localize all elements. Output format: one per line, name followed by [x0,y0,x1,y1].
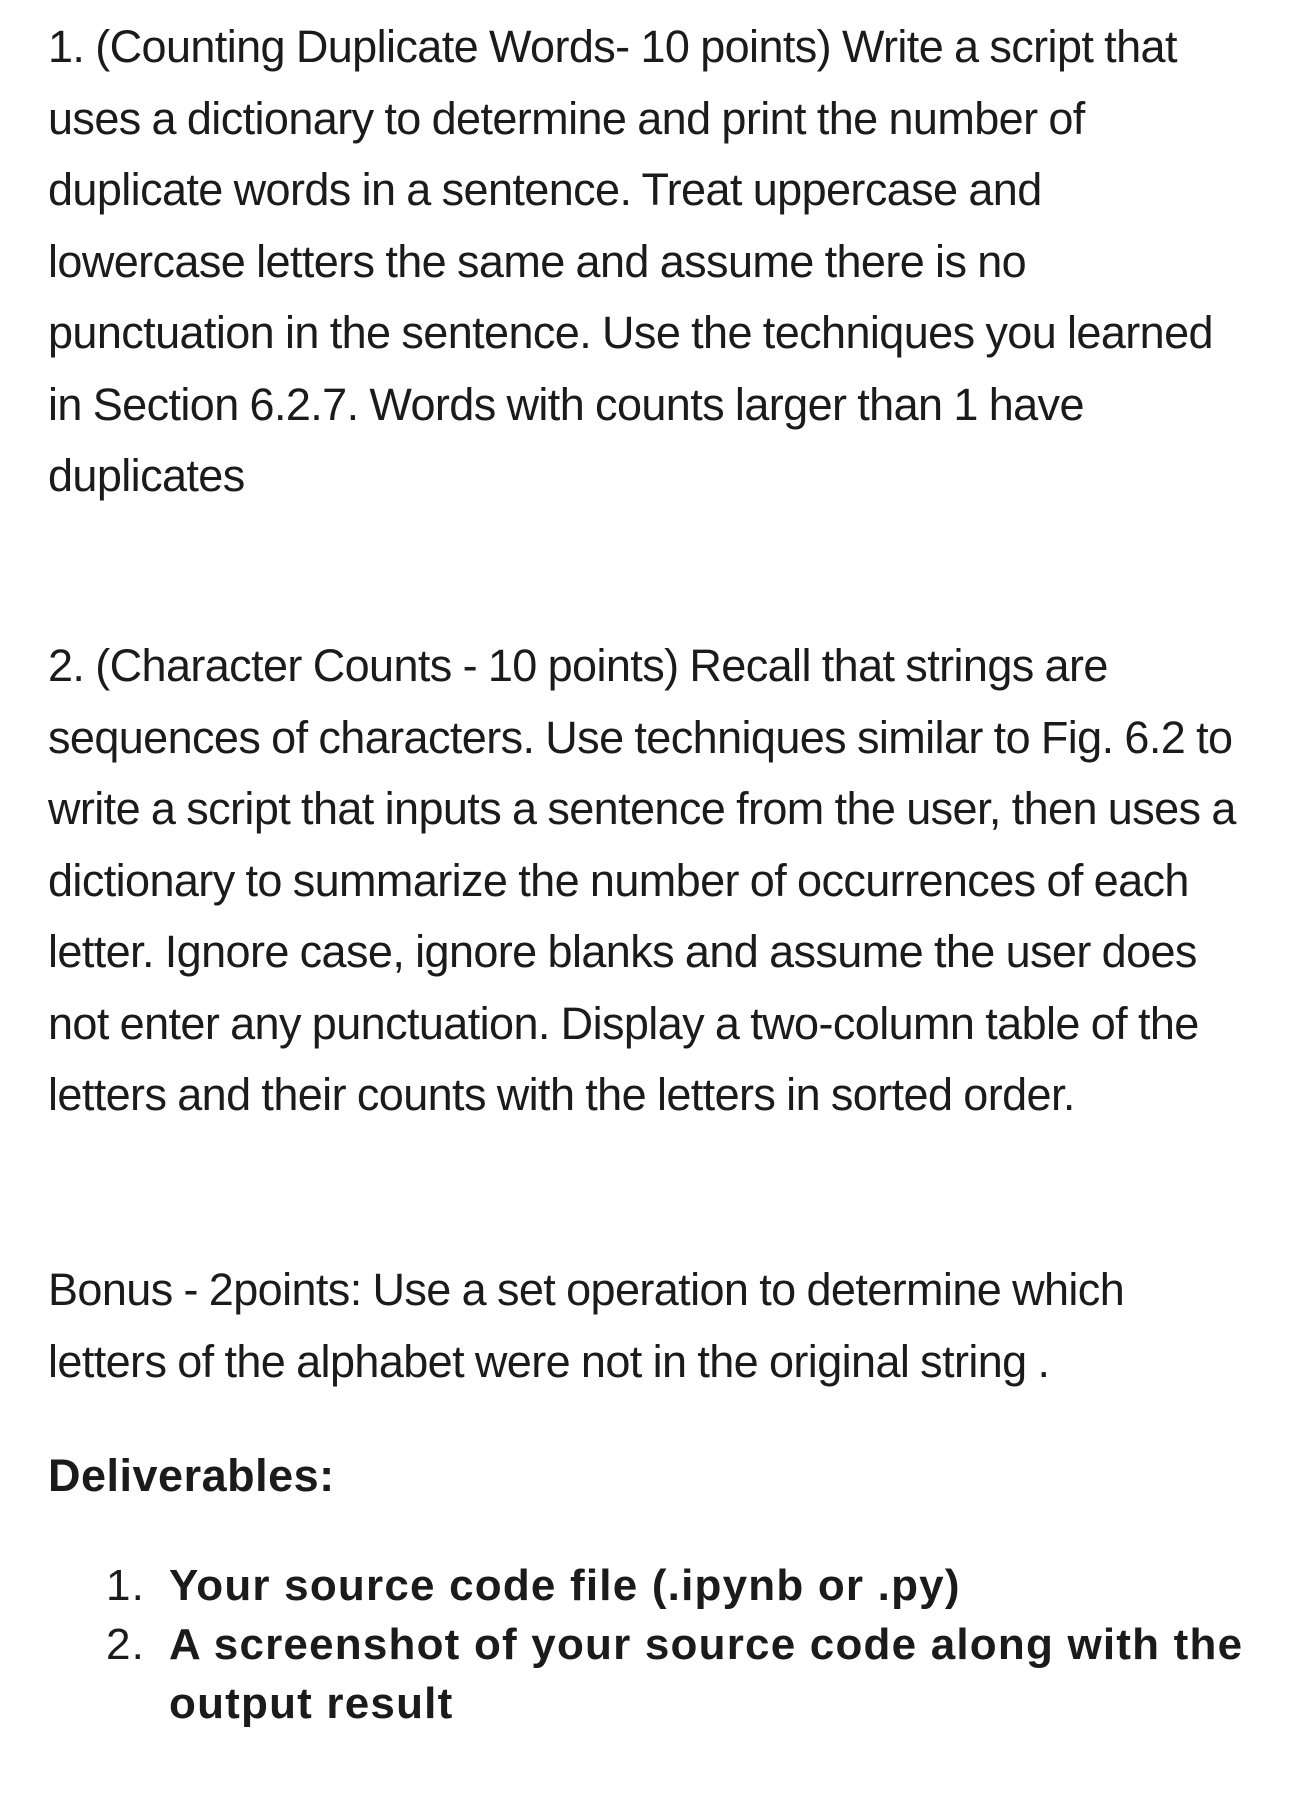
question-2-text: 2. (Character Counts - 10 points) Recall that strings are sequences of characters. Use techniques similar to Fig. 6.2 to write a script that inputs a sentence from the user, then uses a dictionary to summarize the number of occurrences of each letter. Ignore case, ignore blanks and assume the user does not enter any punctuation. Display a two-column table of the letters and their counts with the letters in sorted order. [48,640,1236,1120]
deliverable-text: A screenshot of your source code along with the output result [169,1620,1244,1728]
deliverable-item [48,1556,1248,1615]
deliverables-list [48,1556,1248,1733]
deliverables-heading: Deliverables: [48,1450,335,1501]
deliverable-text: Your source code file (.ipynb or .py) [169,1561,961,1610]
question-1-text: 1. (Counting Duplicate Words- 10 points) Write a script that uses a dictionary to determine and print the number of duplicate words in a sentence. Treat uppercase and lowercase letters the same and assume there is no punctuation in the sentence. Use the techniques you learned in Section 6.2.7. Words with counts larger than 1 have duplicates [48,21,1213,501]
bonus-text: Bonus - 2points: Use a set operation to determine which letters of the alphabet were not in the original string . [48,1264,1125,1387]
deliverable-number: 1. [106,1561,146,1610]
deliverable-item [48,1615,1248,1733]
deliverable-number: 2. [106,1620,146,1669]
